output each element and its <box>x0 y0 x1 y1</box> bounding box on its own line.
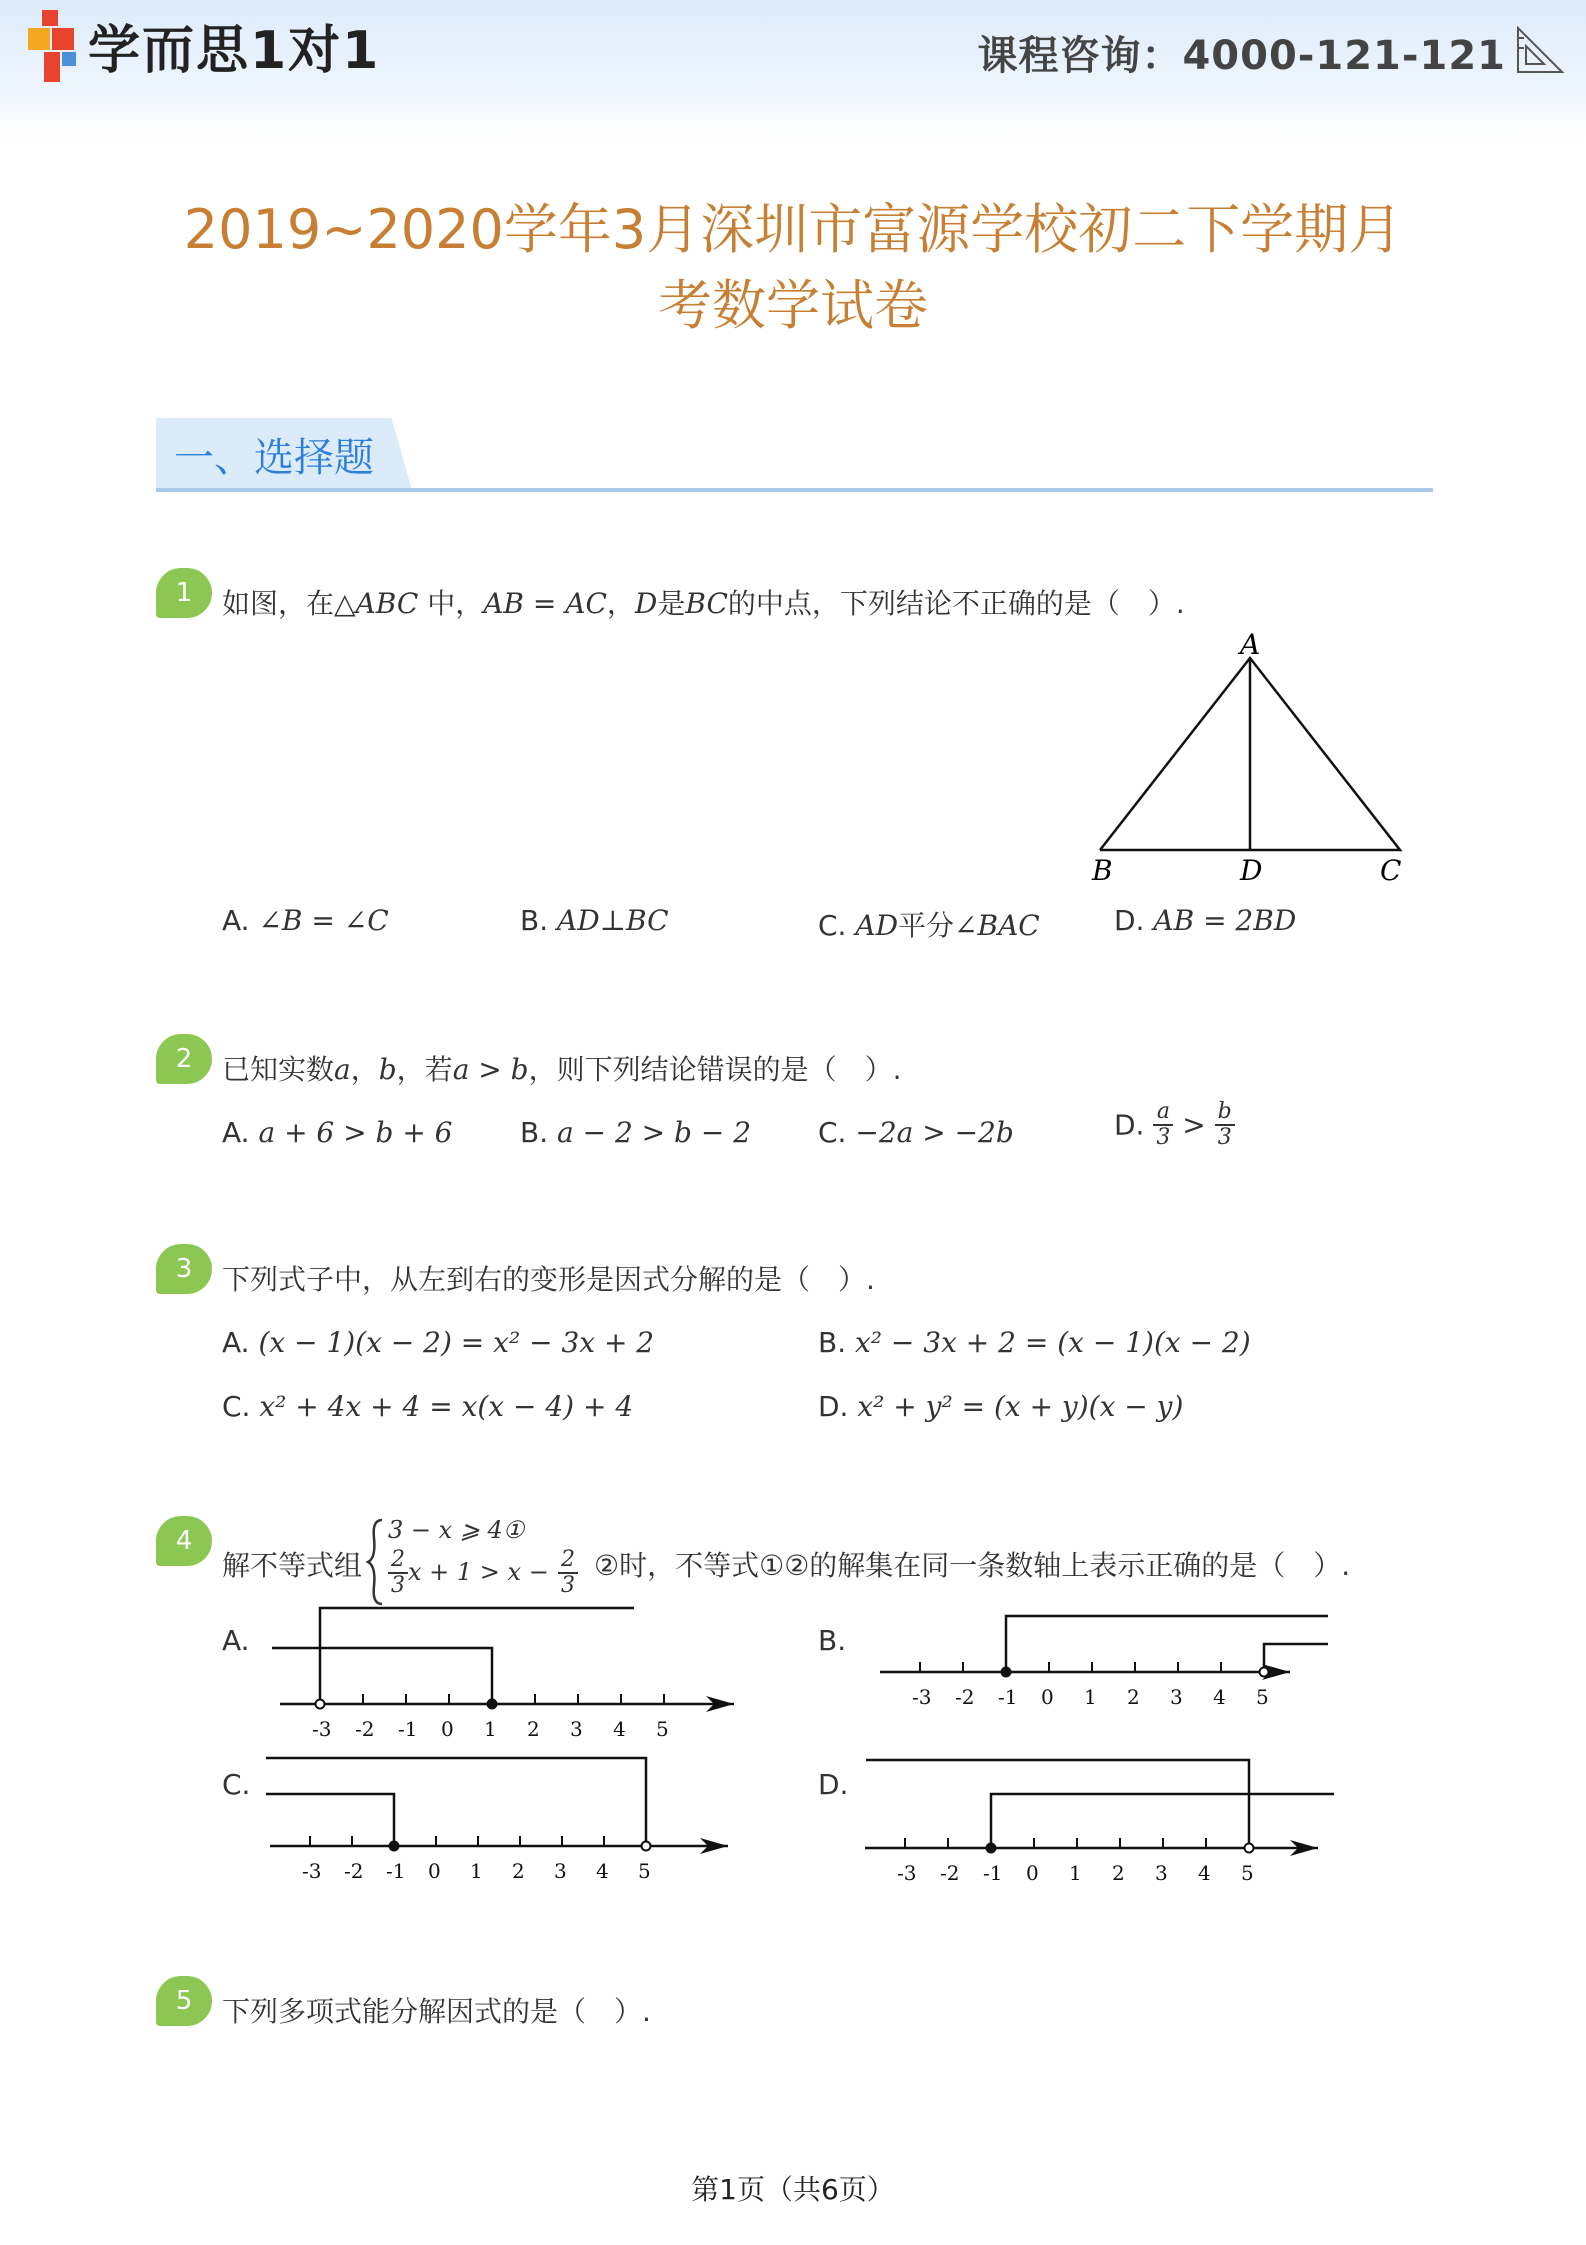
option-d-figure-tick-label: 2 <box>1112 1861 1125 1885</box>
vertex-label-c: C <box>1380 854 1402 887</box>
option-a-figure-tick-label: -1 <box>398 1717 418 1741</box>
question-number-badge: 5 <box>156 1976 212 2026</box>
section-title: 一、选择题 <box>174 435 374 481</box>
option-a-figure-tick-label: 1 <box>484 1717 497 1741</box>
option-d-figure-tick-label: -3 <box>897 1861 917 1885</box>
option-c-figure-endpoint <box>642 1842 651 1851</box>
brand-name: 学而思1对1 <box>88 21 381 81</box>
option-b-figure-tick-label: 1 <box>1084 1685 1097 1709</box>
vertex-label-d: D <box>1240 854 1263 887</box>
page-footer: 第1页（共6页） <box>691 2173 895 2206</box>
q3-option-a[interactable]: A. (x − 1)(x − 2) = x² − 3x + 2 <box>222 1326 655 1359</box>
option-c-figure-solution-ray <box>266 1794 394 1846</box>
question-4-suffix: ②时，不等式①②的解集在同一条数轴上表示正确的是（ ）. <box>594 1549 1351 1582</box>
option-b-figure-tick-label: 3 <box>1170 1685 1183 1709</box>
q2-option-a[interactable]: A. a + 6 > b + 6 <box>222 1116 453 1149</box>
question-number-badge: 1 <box>156 568 212 618</box>
option-d-figure-endpoint <box>1245 1844 1254 1853</box>
option-c-figure-tick-label: 0 <box>428 1859 441 1883</box>
option-b-figure-tick-label: 4 <box>1213 1685 1226 1709</box>
question-number-badge: 2 <box>156 1034 212 1084</box>
q1-option-d[interactable]: D. AB = 2BD <box>1114 904 1297 937</box>
option-a-figure-tick-label: 5 <box>656 1717 669 1741</box>
option-b-figure-tick-label: -3 <box>912 1685 932 1709</box>
q3-option-b[interactable]: B. x² − 3x + 2 = (x − 1)(x − 2) <box>818 1326 1251 1359</box>
option-d-figure-tick-label: -2 <box>940 1861 960 1885</box>
option-c-figure-tick-label: 1 <box>470 1859 483 1883</box>
q4-option-d-label[interactable]: D. <box>818 1768 849 1801</box>
option-a-figure-solution-ray <box>320 1608 634 1704</box>
exam-title-line-2: 考数学试卷 <box>658 274 928 337</box>
question-3-stem: 下列式子中，从左到右的变形是因式分解的是（ ）. <box>222 1263 875 1296</box>
fraction: $\frac{b}{3}$ <box>1215 1100 1235 1150</box>
option-b-figure-tick-label: -1 <box>998 1685 1018 1709</box>
option-a-figure-tick-label: -2 <box>355 1717 375 1741</box>
inequality-2-rhs: $\frac{2}{3}$ <box>558 1548 578 1598</box>
option-a-figure-endpoint <box>316 1700 325 1709</box>
q4-option-a-label[interactable]: A. <box>222 1624 250 1657</box>
vertex-label-a: A <box>1240 630 1261 661</box>
question-5-stem: 下列多项式能分解因式的是（ ）. <box>222 1995 651 2028</box>
q2-option-b[interactable]: B. a − 2 > b − 2 <box>520 1116 752 1149</box>
q2-option-d[interactable]: D. $\frac{a}{3}$ > $\frac{b}{3}$ <box>1114 1100 1235 1150</box>
question-2-stem: 已知实数a，b，若a > b，则下列结论错误的是（ ）. <box>222 1053 902 1086</box>
option-a-figure-tick-label: -3 <box>312 1717 332 1741</box>
option-a-figure-endpoint <box>488 1700 497 1709</box>
option-a-figure-tick-label: 0 <box>441 1717 454 1741</box>
option-d-figure-tick-label: 1 <box>1069 1861 1082 1885</box>
q1-option-b[interactable]: B. AD⊥BC <box>520 904 669 937</box>
option-b-figure-tick-label: 2 <box>1127 1685 1140 1709</box>
option-b-figure-endpoint <box>1002 1668 1011 1677</box>
option-d-figure-tick-label: 4 <box>1198 1861 1211 1885</box>
q4-option-b-label[interactable]: B. <box>818 1624 847 1657</box>
option-d-figure-tick-label: 0 <box>1026 1861 1039 1885</box>
option-a-figure-solution-ray <box>272 1648 492 1704</box>
option-d-figure-tick-label: -1 <box>983 1861 1003 1885</box>
option-b-figure-endpoint <box>1260 1668 1269 1677</box>
option-c-figure-tick-label: 2 <box>512 1859 525 1883</box>
option-c-figure-tick-label: -2 <box>344 1859 364 1883</box>
q4-option-c-label[interactable]: C. <box>222 1768 251 1801</box>
option-c-figure-tick-label: 5 <box>638 1859 651 1883</box>
question-1-stem: 如图，在△ABC 中，AB = AC，D是BC的中点，下列结论不正确的是（ ）. <box>222 587 1185 620</box>
q2-option-c[interactable]: C. −2a > −2b <box>818 1116 1014 1149</box>
option-a-figure-tick-label: 3 <box>570 1717 583 1741</box>
option-d-figure-tick-label: 5 <box>1241 1861 1254 1885</box>
option-b-figure-tick-label: 0 <box>1041 1685 1054 1709</box>
option-c-figure-tick-label: -3 <box>302 1859 322 1883</box>
inequality-1: 3 − x ⩾ 4① <box>388 1516 525 1544</box>
option-c-figure-tick-label: -1 <box>386 1859 406 1883</box>
option-c-figure-solution-ray <box>266 1758 646 1846</box>
option-d-figure-solution-ray <box>866 1760 1249 1848</box>
option-d-figure-endpoint <box>987 1844 996 1853</box>
option-c-figure-tick-label: 4 <box>596 1859 609 1883</box>
option-a-figure-tick-label: 2 <box>527 1717 540 1741</box>
inequality-2: $\frac{2}{3}$ x + 1 > x − <box>388 1548 549 1598</box>
option-a-figure-tick-label: 4 <box>613 1717 626 1741</box>
exam-title-line-1: 2019~2020学年3月深圳市富源学校初二下学期月 <box>183 198 1403 261</box>
question-number-badge: 4 <box>156 1516 212 1566</box>
option-d-figure-tick-label: 3 <box>1155 1861 1168 1885</box>
question-number-badge: 3 <box>156 1244 212 1294</box>
q3-option-c[interactable]: C. x² + 4x + 4 = x(x − 4) + 4 <box>222 1390 634 1423</box>
fraction: $\frac{a}{3}$ <box>1153 1100 1173 1150</box>
q3-option-d[interactable]: D. x² + y² = (x + y)(x − y) <box>818 1390 1184 1423</box>
q1-option-a[interactable]: A. ∠B = ∠C <box>222 904 389 937</box>
question-4-prefix: 解不等式组 <box>222 1549 363 1582</box>
option-c-figure-endpoint <box>390 1842 399 1851</box>
q1-option-c[interactable]: C. AD平分∠BAC <box>818 909 1040 942</box>
hotline-text: 课程咨询：4000-121-121 <box>977 33 1506 79</box>
vertex-label-b: B <box>1092 854 1113 887</box>
option-c-figure-tick-label: 3 <box>554 1859 567 1883</box>
option-b-figure-tick-label: -2 <box>955 1685 975 1709</box>
option-b-figure-tick-label: 5 <box>1256 1685 1269 1709</box>
